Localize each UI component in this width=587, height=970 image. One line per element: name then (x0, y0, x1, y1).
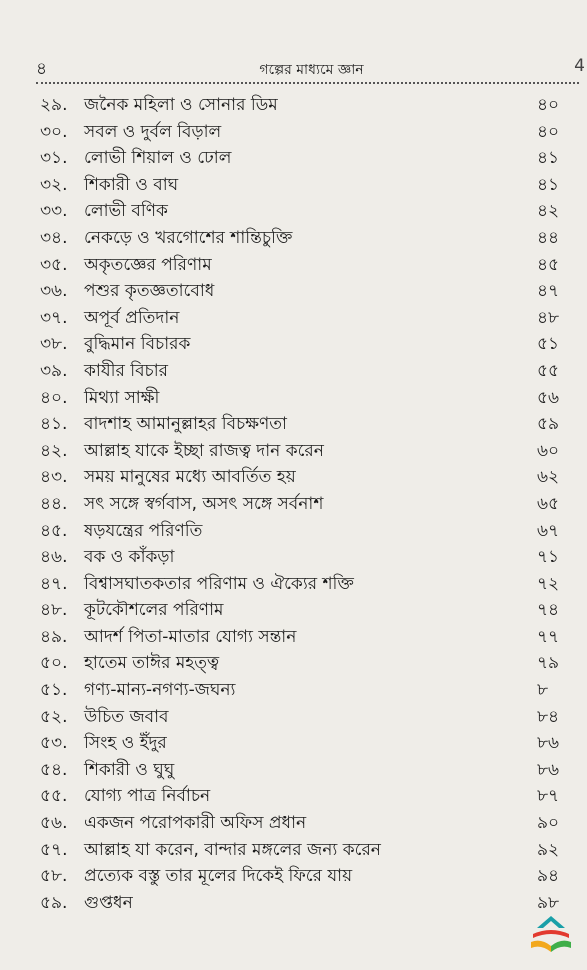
entry-number: ৪৭. (40, 573, 68, 594)
entry-number: ৩৬. (40, 281, 68, 302)
entry-number: ৩০. (40, 121, 68, 142)
entry-title: বিশ্বাসঘাতকতার পরিণাম ও ঐক্যের শক্তি (84, 573, 354, 594)
entry-title: নেকড়ে ও খরগোশের শান্তিচুক্তি (84, 227, 293, 248)
entry-title: সবল ও দুর্বল বিড়াল (84, 121, 222, 142)
entry-number: ৪১. (40, 414, 68, 435)
entry-page-number: ৬৫ (537, 493, 560, 514)
entry-page-number: ৬০ (537, 440, 560, 461)
entry-title: শিকারী ও ঘুঘু (84, 759, 175, 780)
entry-number: ২৯. (40, 95, 68, 115)
toc-entry (40, 810, 587, 837)
entry-title: অকৃতজ্ঞের পরিণাম (84, 254, 212, 275)
entry-number: ৪৬. (40, 547, 68, 568)
toc-entry (40, 491, 587, 518)
entry-page-number: ৪১ (537, 148, 560, 169)
entry-page-number: ৪০ (537, 121, 560, 142)
toc-entry (40, 624, 587, 651)
entry-title: হাতেম তাঈর মহত্ত্ব (84, 653, 220, 674)
toc-entry (40, 172, 587, 199)
edge-page-number: 4 (574, 56, 585, 76)
entry-page-number: ৪০ (537, 95, 560, 115)
entry-title: ষড়যন্ত্রের পরিণতি (84, 520, 203, 541)
entry-number: ৫৬. (40, 813, 68, 834)
entry-title: আল্লাহ যা করেন, বান্দার মঙ্গলের জন্য করেন (84, 839, 381, 860)
toc-entry (40, 358, 587, 385)
toc-entry (40, 757, 587, 784)
entry-page-number: ৬২ (537, 467, 560, 488)
entry-title: কূটকৌশলের পরিণাম (84, 600, 224, 621)
toc-entry (40, 305, 587, 332)
entry-page-number: ৪৭ (537, 281, 560, 302)
toc-entry (40, 704, 587, 731)
entry-title: লোভী বণিক (84, 201, 168, 222)
entry-title: সময় মানুষের মধ্যে আবর্তিত হয় (84, 467, 296, 488)
toc-entry (40, 518, 587, 545)
toc-entry (40, 464, 587, 491)
entry-title: অপূর্ব প্রতিদান (84, 307, 180, 328)
toc-entry (40, 198, 587, 225)
entry-number: ৫০. (40, 653, 68, 674)
entry-number: ৪৮. (40, 600, 68, 621)
entry-number: ৫৮. (40, 866, 68, 887)
entry-title: কাযীর বিচার (84, 360, 169, 381)
entry-title: পশুর কৃতজ্ঞতাবোধ (84, 281, 215, 302)
entry-number: ৩২. (40, 174, 68, 195)
entry-page-number: ৮৭ (537, 786, 560, 807)
entry-title: বুদ্ধিমান বিচারক (84, 334, 191, 355)
entry-page-number: ৯৮ (537, 892, 560, 913)
toc-entry (40, 331, 587, 358)
entry-page-number: ৪৪ (537, 227, 560, 248)
entry-page-number: ৮ (537, 680, 549, 701)
entry-title: উচিত জবাব (84, 706, 169, 727)
entry-number: ৪৪. (40, 493, 68, 514)
toc-entry (40, 730, 587, 757)
entry-number: ৫১. (40, 680, 68, 701)
page-header (36, 56, 587, 80)
entry-title: গণ্য-মান্য-নগণ্য-জঘন্য (84, 680, 236, 701)
toc-entry (40, 783, 587, 810)
toc-entry (40, 225, 587, 252)
entry-number: ৫৪. (40, 759, 68, 780)
toc-entry (40, 145, 587, 172)
entry-page-number: ৫৫ (537, 360, 560, 381)
entry-page-number: ৪৮ (537, 307, 560, 328)
entry-page-number: ৫৬ (537, 387, 560, 408)
entry-page-number: ৭৯ (537, 653, 560, 674)
entry-title: শিকারী ও বাঘ (84, 174, 179, 195)
entry-number: ৩৮. (40, 334, 68, 355)
entry-title: জনৈক মহিলা ও সোনার ডিম (84, 95, 278, 115)
entry-number: ৩৩. (40, 201, 68, 222)
toc-entry (40, 438, 587, 465)
entry-number: ৩৭. (40, 307, 68, 328)
entry-page-number: ৭১ (537, 547, 560, 568)
toc-entry (40, 544, 587, 571)
entry-number: ৪২. (40, 440, 68, 461)
entry-number: ৪৯. (40, 626, 68, 647)
entry-number: ৫৯. (40, 892, 68, 913)
entry-title: সিংহ ও ইঁদুর (84, 733, 167, 754)
entry-title: বাদশাহ আমানুল্লাহর বিচক্ষণতা (84, 414, 287, 435)
entry-number: ৩৫. (40, 254, 68, 275)
toc-entry (40, 92, 587, 119)
entry-page-number: ৭২ (537, 573, 560, 594)
toc-entry (40, 863, 587, 890)
entry-title: আল্লাহ যাকে ইচ্ছা রাজত্ব দান করেন (84, 440, 324, 461)
toc-entry (40, 890, 587, 917)
entry-page-number: ৯০ (537, 813, 560, 834)
entry-number: ৪০. (40, 387, 68, 408)
toc-entry (40, 597, 587, 624)
entry-page-number: ৮৬ (537, 733, 560, 754)
entry-title: গুপ্তধন (84, 892, 133, 913)
toc-entry (40, 411, 587, 438)
toc-entry (40, 119, 587, 146)
entry-title: মিথ্যা সাক্ষী (84, 387, 160, 408)
entry-page-number: ৮৬ (537, 759, 560, 780)
entry-title: বক ও কাঁকড়া (84, 547, 175, 568)
entry-page-number: ৭৪ (537, 600, 560, 621)
entry-title: সৎ সঙ্গে স্বর্গবাস, অসৎ সঙ্গে সর্বনাশ (84, 493, 324, 514)
entry-number: ৩১. (40, 148, 68, 169)
entry-title: যোগ্য পাত্র নির্বাচন (84, 786, 211, 807)
table-of-contents (40, 92, 587, 916)
entry-number: ৪৫. (40, 520, 68, 541)
toc-entry (40, 571, 587, 598)
entry-number: ৩৯. (40, 360, 68, 381)
entry-page-number: ৪২ (537, 201, 560, 222)
entry-title: লোভী শিয়াল ও ঢোল (84, 148, 232, 169)
entry-title: আদর্শ পিতা-মাতার যোগ্য সন্তান (84, 626, 297, 647)
entry-page-number: ৭৭ (537, 626, 560, 647)
book-emblem-icon (525, 912, 577, 960)
header-dotted-rule (36, 82, 579, 84)
entry-title: প্রত্যেক বস্তু তার মূলের দিকেই ফিরে যায় (84, 866, 353, 887)
entry-number: ৫৩. (40, 733, 68, 754)
entry-number: ৩৪. (40, 227, 68, 248)
entry-page-number: ৯৪ (537, 866, 560, 887)
entry-number: ৫৭. (40, 839, 68, 860)
running-title: গল্পের মাধ্যমে জ্ঞান (259, 62, 364, 78)
entry-page-number: ৮৪ (537, 706, 560, 727)
entry-number: ৪৩. (40, 467, 68, 488)
page-number: ৪ (36, 59, 48, 79)
toc-entry (40, 252, 587, 279)
entry-title: একজন পরোপকারী অফিস প্রধান (84, 813, 307, 834)
entry-page-number: ৪৫ (537, 254, 560, 275)
toc-entry (40, 837, 587, 864)
toc-entry (40, 278, 587, 305)
entry-number: ৫২. (40, 706, 68, 727)
entry-page-number: ৯২ (537, 839, 560, 860)
entry-page-number: ৫১ (537, 334, 560, 355)
entry-page-number: ৪১ (537, 174, 560, 195)
toc-entry (40, 385, 587, 412)
toc-entry (40, 650, 587, 677)
entry-page-number: ৫৯ (537, 414, 560, 435)
entry-page-number: ৬৭ (537, 520, 560, 541)
toc-entry (40, 677, 587, 704)
entry-number: ৫৫. (40, 786, 68, 807)
